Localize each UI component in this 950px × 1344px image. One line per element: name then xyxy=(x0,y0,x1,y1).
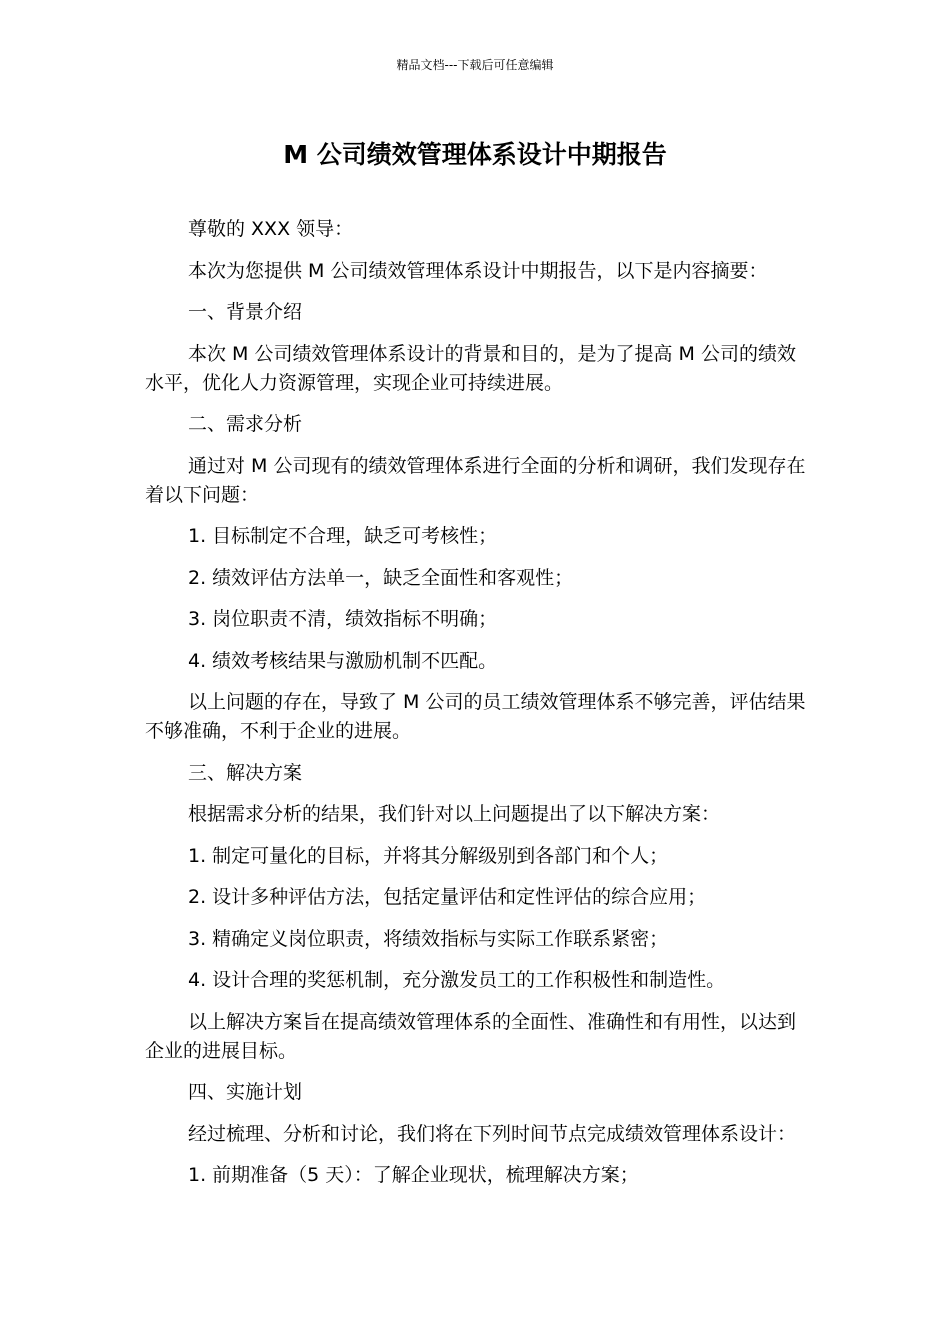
solution-item: 2. 设计多种评估方法，包括定量评估和定性评估的综合应用； xyxy=(188,886,707,908)
section-heading-plan: 四、实施计划 xyxy=(188,1081,303,1103)
solution-item: 4. 设计合理的奖惩机制，充分激发员工的工作积极性和制造性。 xyxy=(188,969,726,991)
section-heading-needs: 二、需求分析 xyxy=(188,413,303,435)
salutation: 尊敬的 XXX 领导： xyxy=(188,218,354,240)
plan-item: 1. 前期准备（5 天）：了解企业现状，梳理解决方案； xyxy=(188,1164,639,1186)
section-heading-solutions: 三、解决方案 xyxy=(188,761,303,784)
problem-item: 4. 绩效考核结果与激励机制不匹配。 xyxy=(188,649,498,672)
intro-paragraph: 本次为您提供 M 公司绩效管理体系设计中期报告，以下是内容摘要： xyxy=(188,259,768,282)
header-note: 精品文档---下载后可任意编辑 xyxy=(396,58,554,72)
problem-item: 3. 岗位职责不清，绩效指标不明确； xyxy=(188,608,498,630)
solutions-summary-paragraph: 以上解决方案旨在提高绩效管理体系的全面性、准确性和有用性，以达到企业的进展目标。 xyxy=(145,1010,797,1062)
plan-intro-paragraph: 经过梳理、分析和讨论，我们将在下列时间节点完成绩效管理体系设计： xyxy=(188,1122,797,1145)
needs-paragraph: 通过对 M 公司现有的绩效管理体系进行全面的分析和调研，我们发现存在着以下问题： xyxy=(145,454,806,506)
section-heading-background: 一、背景介绍 xyxy=(188,301,303,323)
problem-summary-paragraph: 以上问题的存在，导致了 M 公司的员工绩效管理体系不够完善，评估结果不够准确，不利于企业的进展。 xyxy=(145,691,806,742)
problem-item: 2. 绩效评估方法单一，缺乏全面性和客观性； xyxy=(188,566,574,589)
solutions-intro-paragraph: 根据需求分析的结果，我们针对以上问题提出了以下解决方案： xyxy=(188,803,721,825)
problem-item: 1. 目标制定不合理，缺乏可考核性； xyxy=(188,525,498,547)
document-body xyxy=(145,215,810,1203)
solution-item: 1. 制定可量化的目标，并将其分解级别到各部门和个人； xyxy=(188,844,669,867)
background-paragraph: 本次 M 公司绩效管理体系设计的背景和目的，是为了提高 M 公司的绩效水平，优化人力资源管理，实现企业可持续进展。 xyxy=(145,342,796,394)
document-title: M 公司绩效管理体系设计中期报告 xyxy=(283,140,667,169)
solution-item: 3. 精确定义岗位职责，将绩效指标与实际工作联系紧密； xyxy=(188,927,669,950)
